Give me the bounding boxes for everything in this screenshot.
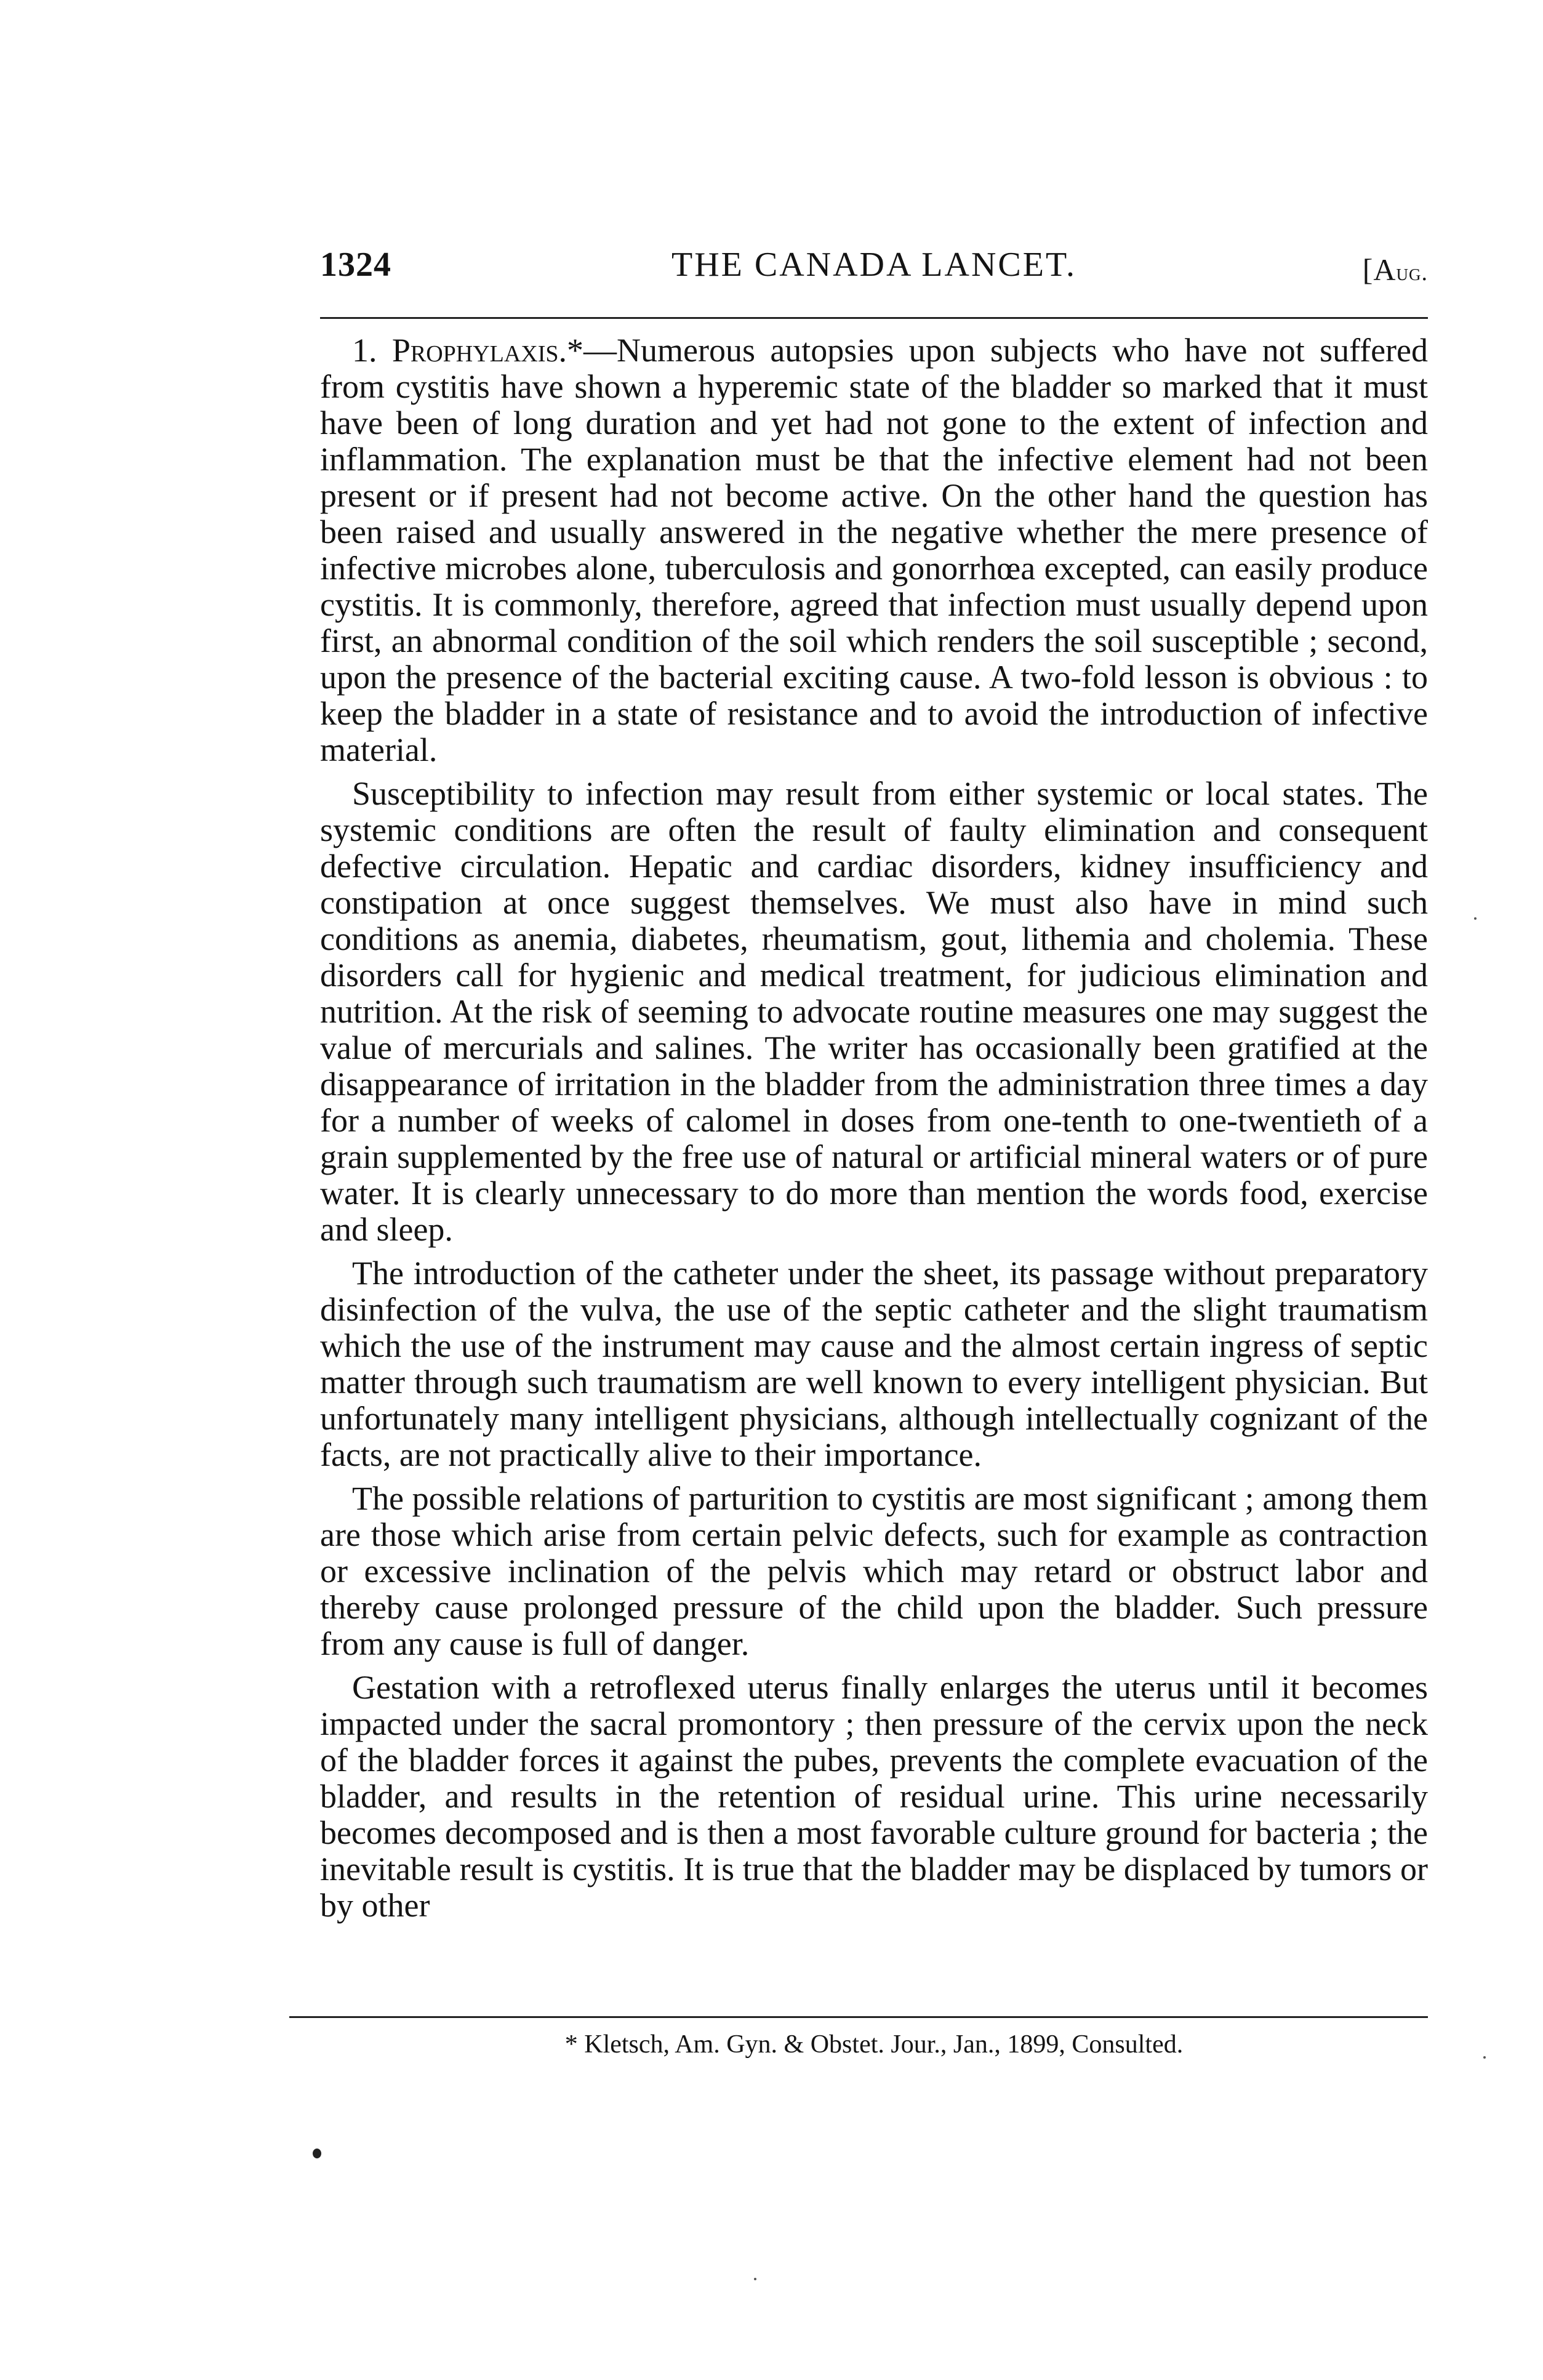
page-number: 1324 xyxy=(320,246,391,284)
section-heading-prophylaxis: 1. Prophylaxis.* xyxy=(352,332,584,369)
ink-speck xyxy=(1483,2056,1486,2059)
journal-title: THE CANADA LANCET. xyxy=(671,246,1077,284)
ink-speck xyxy=(1474,917,1477,920)
header-rule xyxy=(320,317,1428,319)
running-head xyxy=(320,237,1428,292)
ink-smudge xyxy=(313,2149,321,2158)
footnote-rule xyxy=(289,2016,1428,2018)
footnote: * Kletsch, Am. Gyn. & Obstet. Jour., Jan., 1899, Consulted. xyxy=(564,2030,1184,2059)
paragraph-catheter: The introduction of the catheter under the sheet, its passage without preparatory disinfection of the vulva, the use of the septic catheter and the slight traumatism which the use of the instrument may cause and the almost certain ingress of septic matter through such traumatism are well known to every intelligent physician. But unfortunately many intelligent physicians, although intellectually cognizant of the facts, are not practically alive to their importance. xyxy=(320,1255,1428,1473)
paragraph-text: —Numerous autopsies upon subjects who have not suffered from cystitis have shown a hyperemic state of the bladder so marked that it must have been of long duration and yet had not gone to the extent of infection and inflammation. The explanation must be that the infective element had not been present or if present had not become active. On the other hand the question has been raised and usually answered in the negative whether the mere presence of infective microbes alone, tuberculosis and gonorrhœa excepted, can easily produce cystitis. It is commonly, therefore, agreed that infection must usually depend upon first, an abnormal condition of the soil which renders the soil susceptible ; second, upon the presence of the bacterial exciting cause. A two-fold lesson is obvious : to keep the bladder in a state of resistance and to avoid the introduction of infective material. xyxy=(320,332,1428,768)
paragraph-gestation: Gestation with a retroflexed uterus finally enlarges the uterus until it becomes impacted under the sacral promontory ; then pressure of the cervix upon the neck of the bladder forces it against the pubes, prevents the complete evacuation of the bladder, and results in the retention of residual urine. This urine necessarily becomes decomposed and is then a most favorable culture ground for bacteria ; the inevitable result is cystitis. It is true that the bladder may be displaced by tumors or by other xyxy=(320,1669,1428,1924)
ink-speck xyxy=(754,2278,756,2280)
issue-month-rest: ug. xyxy=(1396,260,1428,286)
paragraph-parturition: The possible relations of parturition to cystitis are most significant ; among them are those which arise from certain pelvic defects, such for example as contraction or excessive inclination of the pelvis which may retard or obstruct labor and thereby cause prolonged pressure of the child upon the bladder. Such pressure from any cause is full of danger. xyxy=(320,1480,1428,1662)
paragraph-prophylaxis xyxy=(320,332,1428,768)
issue-month xyxy=(1363,242,1428,300)
article-body xyxy=(320,332,1428,1931)
paragraph-susceptibility: Susceptibility to infection may result from either systemic or local states. The systemic conditions are often the result of faulty elimination and consequent defective circulation. Hepatic and cardiac disorders, kidney insufficiency and constipation at once suggest themselves. We must also have in mind such conditions as anemia, diabetes, rheumatism, gout, lithemia and cholemia. These disorders call for hygienic and medical treatment, for judicious elimination and nutrition. At the risk of seeming to advocate routine measures one may suggest the value of mercurials and salines. The writer has occasionally been gratified at the disappearance of irritation in the bladder from the administration three times a day for a number of weeks of calomel in doses from one-tenth to one-twentieth of a grain supplemented by the free use of natural or artificial mineral waters or of pure water. It is clearly unnecessary to do more than mention the words food, exercise and sleep. xyxy=(320,775,1428,1248)
issue-month-initial: [A xyxy=(1362,252,1397,287)
